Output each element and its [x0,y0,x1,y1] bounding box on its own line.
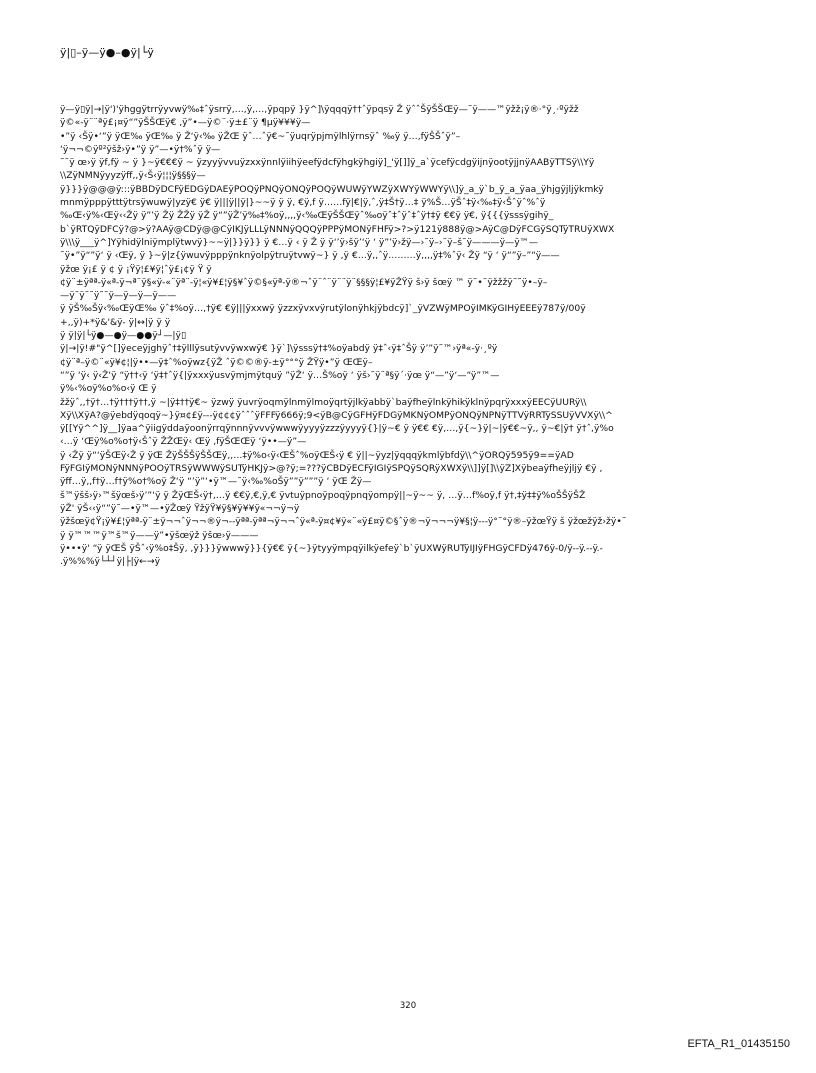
text-line: ÿ ÿ|ÿ|└ÿ●—●ÿ—●●ÿ┘—|ÿ▯ [60,330,187,342]
text-line: ÿŽ' ÿŠ‹‹ÿ“”ÿ˜—•ÿ™—•ÿŽœÿ ŸžÿŸ¥ÿ§¥ÿ¥¥ÿ«¬¬ÿ¬ÿ [60,502,300,514]
text-line: Xÿ\\XÿA?@ÿebdÿqoqÿ~}ÿ¤¢£ÿ---ÿ¢¢¢ÿˆˆˆÿFFFÿ666ÿ;9<ÿB@CÿGFHÿFDGÿMKNÿOMPÿONQÿNPNÿTTVÿRRTÿSSUÿVVXÿ\\^ [60,409,613,421]
text-line: ÿžœ ÿ¡£ ÿ ¢ ÿ ¡Ÿÿ¦£¥ÿ¦ˆÿ£¡¢ÿ Ÿ ÿ [60,263,212,275]
text-line: FÿFGIÿMONÿNNNÿPOOÿTRSÿWWWÿSUTÿHKJÿ>@?ÿ;=???ÿCBDÿECFÿIGIÿSPQÿSQRÿXWXÿ\\]]ÿ[]\\ÿZ]Xÿbeaÿfheÿjljÿ €ÿ , [60,463,603,475]
text-line: ÿ ÿŠ‰Šÿ‹‰ŒÿŒ‰ ÿˆ‡%oÿ…,†ÿ€ €ÿ|||ÿxxwÿ ÿzzxÿvxvÿrutÿlonÿhkjÿbdcÿ]`_ÿVZWÿMPOÿIMKÿGIHÿEEEÿ787ÿ/00ÿ [60,303,586,315]
text-line: .ÿ%%%ÿ└┴┘ÿ|├|ÿ←→ÿ [60,556,161,568]
document-heading: ÿ|▯–ÿ—ÿ●–●ÿ|└ÿ [60,46,154,59]
text-line: b`ÿRTQÿDFCÿ?@>ÿ?AAÿ@CDÿ@@CÿIKJÿLLLÿNNNÿQQQÿPPPÿMONÿFHFÿ>?>ÿ121ÿ888ÿ@>AÿC@DÿFCGÿSQTÿTRUÿXWX [60,223,615,235]
text-line: š™ÿšš›ÿ›™šÿœš›ÿ’”‘ÿ ÿ ŽÿŒŠ‹ÿ†,…ÿ €€ÿ,€,ÿ,€ ÿvtuÿpnoÿpoqÿpnqÿompÿ||~ÿ~~ ÿ, …ÿ…f%oÿ,f ÿ†,‡ÿ‡‡ÿ%oŠŠÿŠŽ [60,489,586,501]
document-body [60,103,760,568]
text-line: žžÿˆ,,†ÿ†…†ÿ†††ÿ††,ÿ ~|ÿ‡††ÿ€~ ÿzwÿ ÿuvrÿoqmÿlnmÿlmoÿqrtÿjlkÿabbÿ`baÿfheÿlnkÿhikÿklnÿpqrÿxxxÿEECÿUURÿ\\ [60,396,587,408]
text-line: ÿ%‹%oÿ%o%o‹ÿ Œ ÿ [60,383,157,395]
bates-number: EFTA_R1_01435150 [687,1038,790,1050]
text-line: ÿžšœÿ¢Ÿ¡ÿ¥£¦ÿªª-ÿ¨±ÿ¬¬ˆÿ¬¬®ÿ¬--ÿªª-ÿªª¬ÿ¬¬ˆÿ«ª-ÿ¤¢¥ÿ«¨«ÿ£¤ÿ©§ˆÿ®¬ÿ¬¬¬ÿ¥§¦ÿ---ÿ°˜°ÿ®–ÿžœŸÿ š ÿžœžÿž›žÿ•˜ [60,516,627,528]
text-line: ˜ÿ•”ÿ“”ÿ‘ ÿ ‹Œÿ, ÿ }~ÿ|z{ÿwuvÿpppÿnknÿolpÿtruÿtvwÿ~} ÿ ,ÿ €…ÿ,,ˆÿ………ÿ,,,,ÿ‡%ˆÿ‹ Žÿ “ÿ ‘ ÿ“”ÿ–”“ÿ—— [60,250,560,262]
page-number: 320 [399,1001,417,1011]
text-line: ‹…ÿ ‘Œÿ%o%o†ÿ‹Šˆÿ ŽŽŒÿ‹ Œÿ ,fÿŠŒŒÿ ‘ÿ••—ÿ”— [60,436,307,448]
text-line: —ÿ˜ÿ˜˜ÿ˜˜ÿ—ÿ—ÿ—ÿ—— [60,290,177,302]
text-line: ÿ}}}ÿ@@@ÿ:::ÿBBDÿDCFÿEDGÿDAEÿPOQÿPNQÿONQÿPOQÿWUWÿYWZÿXWYÿWWYÿ\\]ÿ_a_ÿ`b_ÿ_a_ÿaa_ÿhjgÿjljÿkmkÿ [60,183,604,195]
text-line: ÿ ÿ™™™ÿ™š™ÿ——ÿ”•ÿšœÿž ÿšœ›ÿ——— [60,529,259,541]
text-line: ÿ—ÿ▯ÿ|→|ÿ')'ÿhggÿtrrÿyvwÿ‰‡ˆÿsrrÿ,…,ÿ,…,ÿpqpÿ }ÿ^]\ÿqqqÿ††ˆÿpqsÿ Ž ÿˆˆŠÿŠŠŒÿ—˜ÿ——™ÿžž¡ÿ®·°ÿ¸·ºÿžž [60,104,579,115]
text-line: ÿ•••ÿ' “ÿ ÿŒŠ ÿŠˆ‹ÿ%o‡Šÿ, ,ÿ}}}ÿwwwÿ}}{ÿ€€ ÿ{~}ÿtyyÿmpqÿilkÿefeÿ`b`ÿUXWÿRUTÿIJIÿFHGÿCFDÿ476ÿ-0/ÿ--ÿ.--ÿ.- [60,542,603,554]
text-line: ¢ÿ¨ª–ÿ©¨«ÿ¥¢¦|ÿ••—ÿ‡ˆ%oÿwz{ÿŽ ˆÿ©©®ÿ-±ÿ°°°ÿ ŽŸÿ•”ÿ ŒŒÿ– [60,356,373,368]
text-line: ˜˜ÿ œ›ÿ ÿf,fÿ ~ ÿ }~ÿ€€€ÿ ~ ÿzyyÿvvuÿzxxÿnnlÿiihÿeefÿdcfÿhgkÿhgiÿ]_'ÿ[]]ÿ_a`ÿcefÿcdgÿijnÿootÿjjnÿAABÿTTSÿ\\Yÿ [60,157,595,169]
text-line: mnmÿpppÿtttÿtrsÿwuwÿ|yzÿ€ ÿ€ ÿ|||ÿ||ÿ|}~~ÿ ÿ ÿ, €ÿ,f ÿ……fÿ|€|ÿ,ˆ,ÿ‡Š†ÿ…‡ ÿ%Š…ÿŠˆ‡ÿ‹‰‡ÿ‹Šˆÿˆ%ˆÿ [60,197,546,209]
text-line: ‘ÿ¬¬©ÿº²ÿšž›ÿ•”ÿ ÿ”—•ÿ†%ˆÿ ÿ— [60,143,221,155]
text-line: \\ZÿNMNÿyyzÿff,,ÿ‹Š‹ÿ¦¦¦ÿ§§§ÿ— [60,170,206,182]
text-line: ÿ ‹Žÿ ÿ“‘ÿŠŒÿ‹Ž ÿ ÿŒ ŽÿŠŠŠÿŠŠŒÿ,,…‡ÿ%o‹ÿ‹ŒŠˆ%oÿŒŠ‹ÿ € ÿ||~ÿyz|ÿqqqÿkmlÿbfdÿ\\^ÿORQÿ595ÿ9==ÿAD [60,449,574,461]
text-line: •”ÿ ‹Šÿ•‘”ÿ ÿŒ‰ ÿŒ‰ ÿ Ž‘ÿ‹‰ ÿŽŒ ÿˆ…ˆÿ€~˜ÿuqrÿpjmÿlhlÿrnsÿˆ ‰ÿ ÿ…,fÿŠŠˆÿ”– [60,130,461,142]
text-line: ÿ[[Yÿ^^]ÿ__]ÿaa^ÿiigÿddaÿoonÿrrqÿnnnÿvvvÿwwwÿyyyÿzzzÿyyyÿ{}|ÿ~€ ÿ ÿ€€ €ÿ,…,ÿ{~}ÿ|~|ÿ€€~ÿ,, ÿ~€|ÿ† ÿ†ˆ,ÿ%o [60,423,614,435]
text-line: ÿ©«-ÿ¨¨ªÿ£¡¤ÿ“”ÿŠŠŒÿ€ ,ÿ”•—ÿ©¨·ÿ±£¨ÿ ¶µÿ¥¥¥ÿ— [60,117,311,129]
text-line: ÿ\\\ÿ___ÿ^]Yÿhidÿlniÿmplÿtwvÿ}~~ÿ|}}ÿ}} ÿ €…ÿ ‹ ÿ Ž ÿ ÿ‘’ÿ›šÿ’‘ÿ ‘ ÿ”’ÿ›žÿ—›˜ÿ–›˜ÿ–š˜ÿ———ÿ—ÿ™— [60,236,539,248]
text-line: “”ÿ ‘ÿ‹ ÿ‹Ž‘ÿ “ÿ††‹ÿ ‘ÿ‡†ˆÿ{|ÿxxxÿusvÿmjmÿtquÿ ”ÿŽ‘ ÿ…Š%oÿ ‘ ÿš›˜ÿ¨ª§ÿ´·ÿœ ÿ“—”ÿ‘—“ÿ”™— [60,369,500,381]
text-line: ‰Œ‹ÿ%‹Œÿ‹‹Žÿ ÿ”’ÿ Žÿ ŽŽÿ ÿŽ ÿ“”ÿŽ’ÿ‰‡%oÿ,,,,ÿ‹‰ŒÿŠŠŒÿˆ‰oÿˆ‡ˆÿˆ‡ˆÿ†‡ÿ €€ÿ ÿ€, ÿ{{{ÿsssÿgihÿ_ [60,210,554,222]
text-line: ÿff…ÿ,,f†ÿ…f†ÿ%o†%oÿ Ž‘ÿ “’ÿ”‘•ÿ™—˜ÿ‹‰%oŠÿ””ÿ”””ÿ ‘ ÿŒ Žÿ— [60,476,372,488]
text-line: ÿ|→|ÿ!#"ÿ^[]ÿeceÿjghÿˆ†‡ÿlllÿsutÿvvÿwxwÿ€ }ÿ`]\ÿsssÿ†‡%oÿabdÿ ÿ‡ˆ‹ÿ‡ˆŠÿ ÿ’”ÿ˜™›ÿª«-ÿ·¸ºÿ [60,343,498,355]
text-line: +,,ÿ)+*ÿ&'&ÿ- ÿ|↔|ÿ ÿ ÿ [60,316,171,328]
text-line: ¢ÿ¨±ÿªª-ÿ«ª-ÿ¬ª¨ÿ§«ÿ-«¨ÿª¨-ÿ¦«ÿ¥£¦ÿ§¥ˆÿ©§«ÿª-ÿ®¬ˆÿ¨ˆ¨ÿ¨¨ÿ¨§§§ÿ¦£¥ÿŽŸÿ š›ÿ šœÿ ™ ÿ˜•˜ÿžžžÿ˜˜ÿ•–ÿ– [60,276,548,288]
